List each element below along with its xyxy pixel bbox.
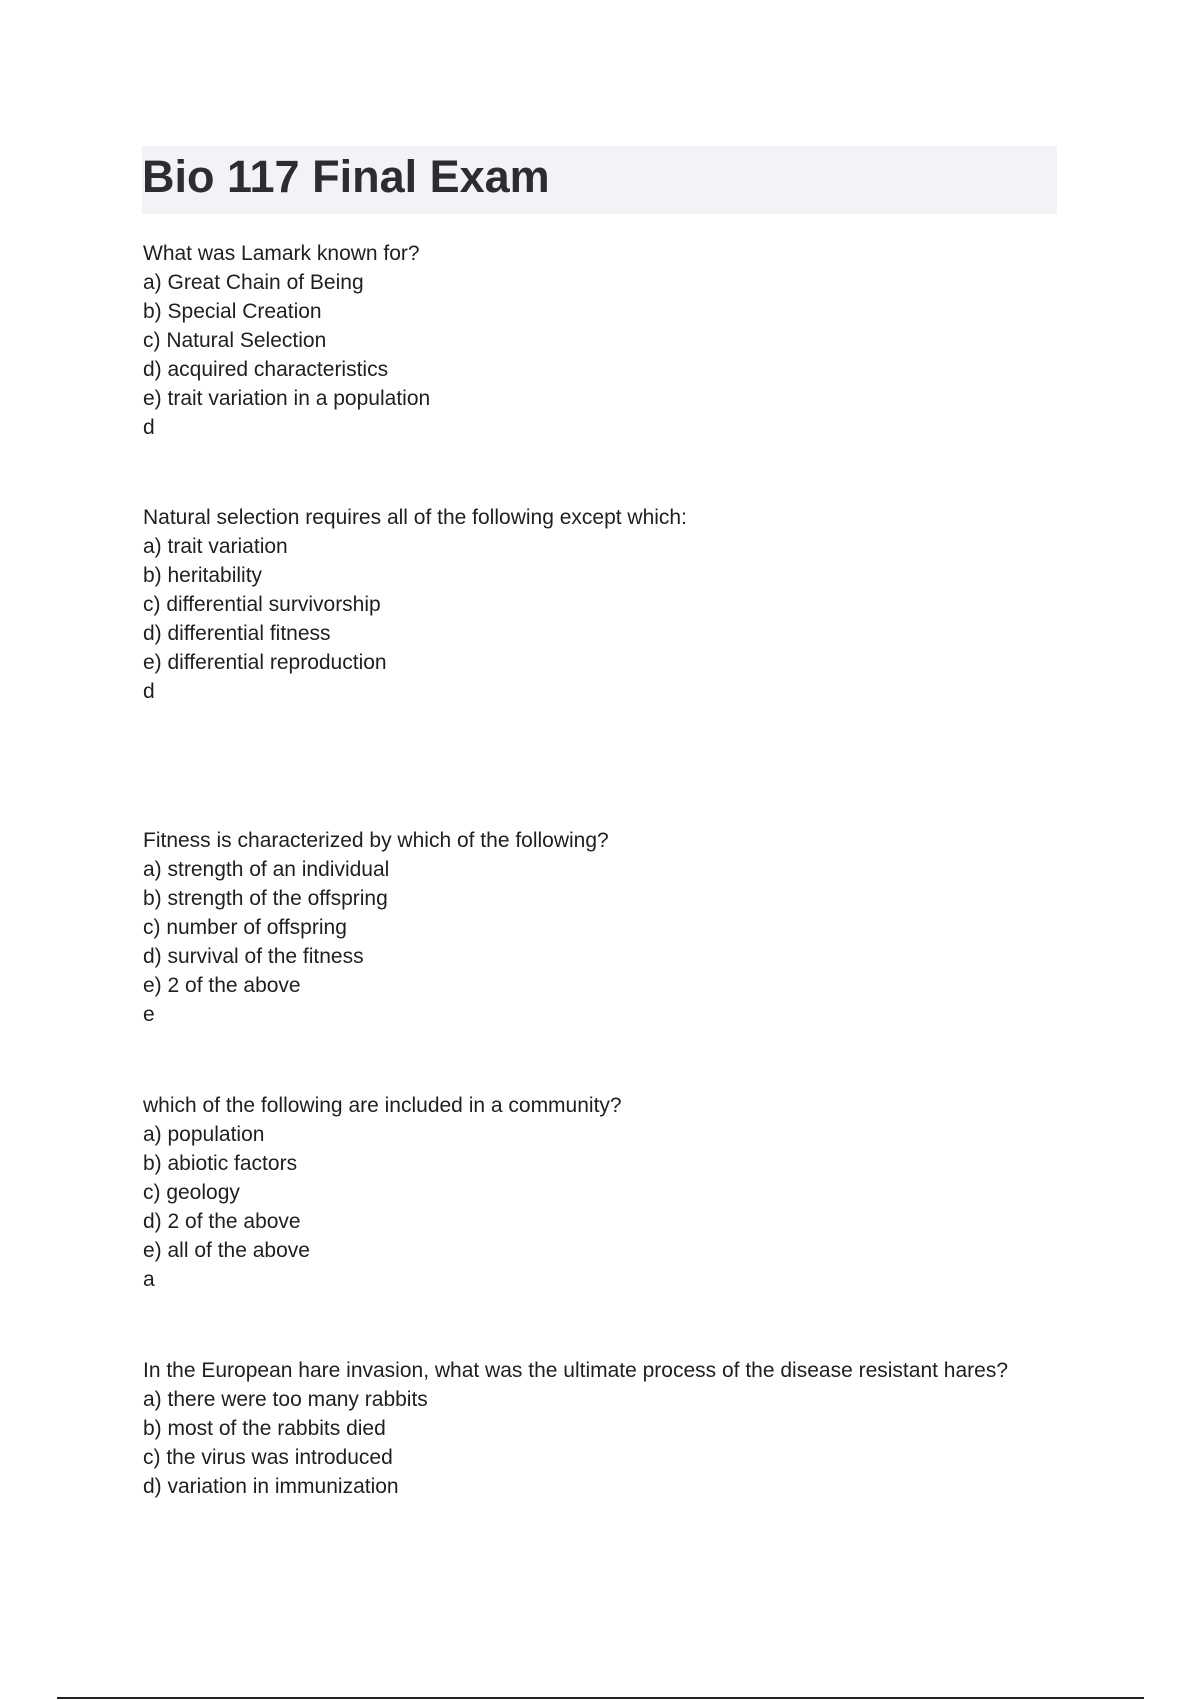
title-banner	[142, 146, 1057, 214]
question-block	[143, 503, 1023, 706]
question-text: Natural selection requires all of the following except which:	[143, 506, 687, 529]
answer-option: a) trait variation	[143, 535, 288, 558]
answer-option: b) strength of the offspring	[143, 887, 388, 910]
answer-option: a) population	[143, 1123, 265, 1146]
answer-option: b) heritability	[143, 564, 263, 587]
page-title: Bio 117 Final Exam	[142, 151, 550, 202]
question-block	[143, 826, 1023, 1029]
answer-option: e) differential reproduction	[143, 651, 387, 674]
answer-option: c) number of offspring	[143, 916, 347, 939]
answer-option: c) the virus was introduced	[143, 1446, 393, 1469]
answer-option: d) differential fitness	[143, 622, 331, 645]
answer-option: b) abiotic factors	[143, 1152, 298, 1175]
question-text: In the European hare invasion, what was the ultimate process of the disease resistant hares?	[143, 1359, 1008, 1382]
question-text: What was Lamark known for?	[143, 242, 420, 265]
answer-option: c) Natural Selection	[143, 329, 327, 352]
answer-option: a) there were too many rabbits	[143, 1388, 428, 1411]
answer-option: d) acquired characteristics	[143, 358, 389, 381]
correct-answer: e	[143, 1003, 155, 1026]
answer-option: c) differential survivorship	[143, 593, 381, 616]
answer-option: d) survival of the fitness	[143, 945, 364, 968]
answer-option: a) strength of an individual	[143, 858, 390, 881]
question-text: Fitness is characterized by which of the following?	[143, 829, 609, 852]
answer-option: d) variation in immunization	[143, 1475, 399, 1498]
correct-answer: d	[143, 680, 155, 703]
answer-option: e) 2 of the above	[143, 974, 301, 997]
question-block	[143, 1091, 1023, 1294]
correct-answer: a	[143, 1268, 155, 1291]
question-block	[143, 1356, 1023, 1501]
answer-option: a) Great Chain of Being	[143, 271, 364, 294]
footer-divider	[57, 1697, 1144, 1699]
answer-option: e) trait variation in a population	[143, 387, 431, 410]
answer-option: b) most of the rabbits died	[143, 1417, 386, 1440]
question-block	[143, 239, 1023, 442]
answer-option: e) all of the above	[143, 1239, 310, 1262]
correct-answer: d	[143, 416, 155, 439]
answer-option: d) 2 of the above	[143, 1210, 301, 1233]
question-text: which of the following are included in a community?	[143, 1094, 622, 1117]
answer-option: c) geology	[143, 1181, 240, 1204]
answer-option: b) Special Creation	[143, 300, 322, 323]
